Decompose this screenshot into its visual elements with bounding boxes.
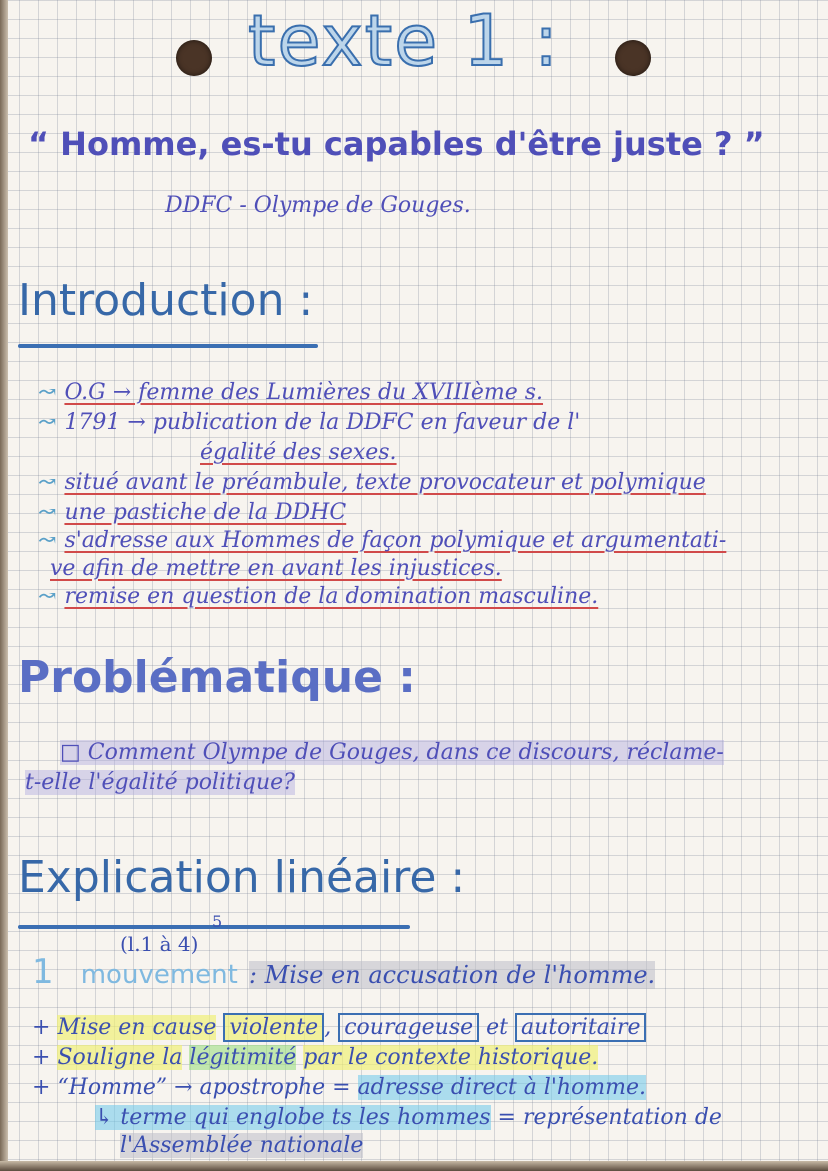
notebook-spine [0, 0, 8, 1171]
intro-line-3: égalité des sexes. [200, 440, 397, 465]
intro-line-2: ↝ 1791 → publication de la DDFC en faveur de l' [38, 410, 581, 435]
arrow-icon: ↝ [38, 528, 57, 553]
arrow-icon: ↝ [38, 410, 57, 435]
intro-line-4: ↝ situé avant le préambule, texte provocateur et polymique [38, 470, 706, 495]
arrow-icon: ↝ [38, 470, 57, 495]
page-title: texte 1 : [248, 0, 560, 82]
introduction-underline [18, 344, 318, 348]
page-bottom-edge [0, 1161, 828, 1171]
intro-line-8: ↝ remise en question de la domination masculine. [38, 584, 599, 609]
arrow-icon: ↝ [38, 500, 57, 525]
analysis-line-2: + Souligne la légitimité par le contexte historique. [32, 1045, 599, 1070]
explication-heading: Explication linéaire : [18, 852, 466, 903]
intro-line-7: ve afin de mettre en avant les injustices. [50, 556, 502, 581]
arrow-icon: ↝ [38, 380, 57, 405]
analysis-line-1: + Mise en cause violente , courageuse et autoritaire [32, 1015, 646, 1040]
introduction-heading: Introduction : [18, 275, 314, 326]
punch-hole-right [615, 40, 651, 76]
problematique-line-2: t-elle l'égalité politique? [25, 770, 295, 795]
intro-line-5: ↝ une pastiche de la DDHC [38, 500, 347, 525]
source-subtitle: DDFC - Olympe de Gouges. [165, 193, 471, 218]
punch-hole-left [176, 40, 212, 76]
analysis-line-3: + “Homme” → apostrophe = adresse direct à l'homme. [32, 1075, 647, 1100]
problematique-line-1: □ Comment Olympe de Gouges, dans ce discours, réclame- [60, 740, 724, 765]
line-range: (l.1 à 4) [120, 932, 199, 956]
quote-heading: “ Homme, es-tu capables d'être juste ? ” [28, 125, 765, 163]
problematique-heading: Problématique : [18, 652, 416, 703]
movement-1-header: 1 mouvement : Mise en accusation de l'homme. [32, 952, 656, 992]
analysis-line-5: l'Assemblée nationale [120, 1133, 364, 1158]
range-correction: 5 [212, 912, 223, 931]
intro-line-1: ↝ O.G → femme des Lumières du XVIIIème s. [38, 380, 544, 405]
intro-line-6: ↝ s'adresse aux Hommes de façon polymique et argumentati- [38, 528, 727, 553]
arrow-icon: ↝ [38, 584, 57, 609]
analysis-line-4: ↳ terme qui englobe ts les hommes = représentation de [95, 1105, 722, 1130]
